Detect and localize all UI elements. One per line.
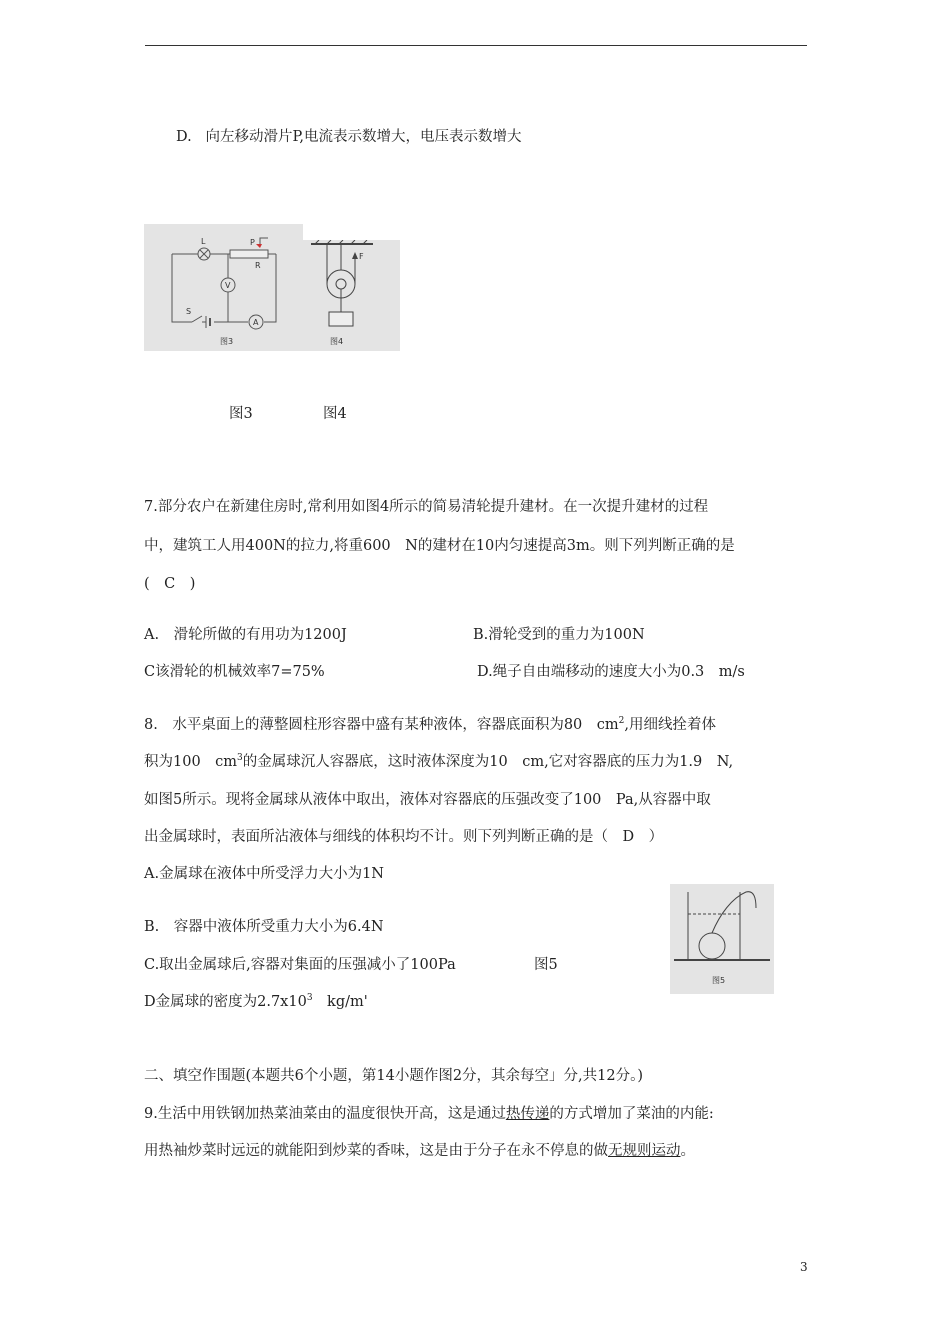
q9-line-1-a: 9.生活中用铁钢加热菜油菜由的温度很快开高，这是通过: [144, 1106, 506, 1122]
q7-option-d: D.绳子自由端移动的速度大小为0.3 m/s: [477, 664, 745, 680]
figure-3-inner-caption: 图3: [220, 337, 234, 346]
q7-option-a: A. 滑轮所做的有用功为1200J: [144, 627, 347, 643]
q9-line-2-a: 用热袖炒菜时远远的就能阳到炒菜的香味，这是由于分子在永不停息的做: [144, 1143, 608, 1159]
q7-option-b: B.滑轮受到的重力为100N: [473, 627, 645, 643]
q6-option-d-text: 向左移动滑片P,电流表示数增大，电压表示数增大: [205, 129, 522, 145]
q8-line-2-post: 的金属球沉人容器底，这时液体深度为10 cm,它对容器底的压力为1.9 N,: [242, 754, 734, 770]
q9-answer-2: 无规则运动: [608, 1143, 681, 1159]
q8-option-c: C.取出金属球后,容器对集面的压强减小了100Pa: [144, 957, 456, 973]
q8-line-1: [144, 716, 716, 734]
circuit-label-a: A: [253, 318, 259, 327]
q8-option-b: B. 容器中液体所受重力大小为6.4N: [144, 919, 384, 935]
page-number: 3: [800, 1260, 808, 1274]
q9-line-1: [144, 1105, 714, 1123]
q6-option-d: [176, 128, 521, 146]
q6-option-d-letter: D.: [176, 129, 192, 145]
circuit-label-p: P: [250, 238, 255, 247]
q8-line-3: 如图5所示。现将金属球从液体中取出，液体对容器底的压强改变了100 Pa,从容器中取: [144, 792, 711, 808]
q8-line-1-post: ,用细线拴着体: [624, 717, 716, 733]
header-rule: [145, 45, 807, 46]
figure-4-inner-caption: 图4: [330, 337, 344, 346]
q8-line-2: [144, 753, 733, 771]
q7-line-1: 7.部分农户在新建住房时,常利用如图4所示的简易清轮提升建材。在一次提升建材的过程: [144, 499, 709, 515]
q7-answer: ( C ): [144, 576, 196, 592]
q7-option-c: C该滑轮的机械效率7=75%: [144, 664, 325, 680]
figure-5-container: [670, 884, 774, 994]
q7-line-2: 中，建筑工人用400N的拉力,将重600 N的建材在10内匀速提高3m。则下列判断正确的是: [144, 538, 735, 554]
q9-answer-1: 热传递: [505, 1106, 550, 1122]
q8-option-d-pre: D金属球的密度为2.7x10: [144, 994, 307, 1010]
figure-3-label: 图3: [229, 406, 253, 422]
figure-4-pulley: [303, 240, 400, 351]
q8-option-d-post: kg/m': [312, 994, 368, 1010]
figure-4-label: 图4: [323, 406, 347, 422]
q8-line-1-pre: 8. 水平桌面上的薄整圆柱形容器中盛有某种液体，容器底面积为80 cm: [144, 717, 619, 733]
q9-line-2-b: 。: [680, 1143, 695, 1159]
q8-option-d-sup: 3: [306, 993, 313, 1004]
q8-line-2-pre: 积为100 cm: [144, 754, 238, 770]
q8-option-d: [144, 993, 368, 1011]
figure-5-inner-caption: 图5: [712, 976, 726, 985]
q9-line-2: [144, 1142, 695, 1160]
q8-line-4: 出金属球时，表面所沾液体与细线的体积均不计。则下列判断正确的是（ D ）: [144, 829, 664, 845]
q8-option-a: A.金属球在液体中所受浮力大小为1N: [144, 866, 384, 882]
circuit-label-v: V: [225, 281, 231, 290]
figure-5-label: 图5: [534, 957, 558, 973]
figure-3-circuit: [144, 224, 303, 351]
circuit-label-l: L: [201, 237, 206, 246]
section-2-heading: 二、填空作围题(本题共6个小题，第14小题作图2分，其余每空」分,共12分。): [144, 1068, 644, 1084]
pulley-force-label: F: [359, 252, 364, 261]
circuit-label-r: R: [255, 261, 261, 270]
q9-line-1-b: 的方式增加了菜油的内能:: [549, 1106, 714, 1122]
circuit-label-s: S: [186, 307, 192, 316]
q8-line-1-sup: 2: [618, 716, 625, 727]
q8-line-2-sup: 3: [237, 753, 243, 764]
